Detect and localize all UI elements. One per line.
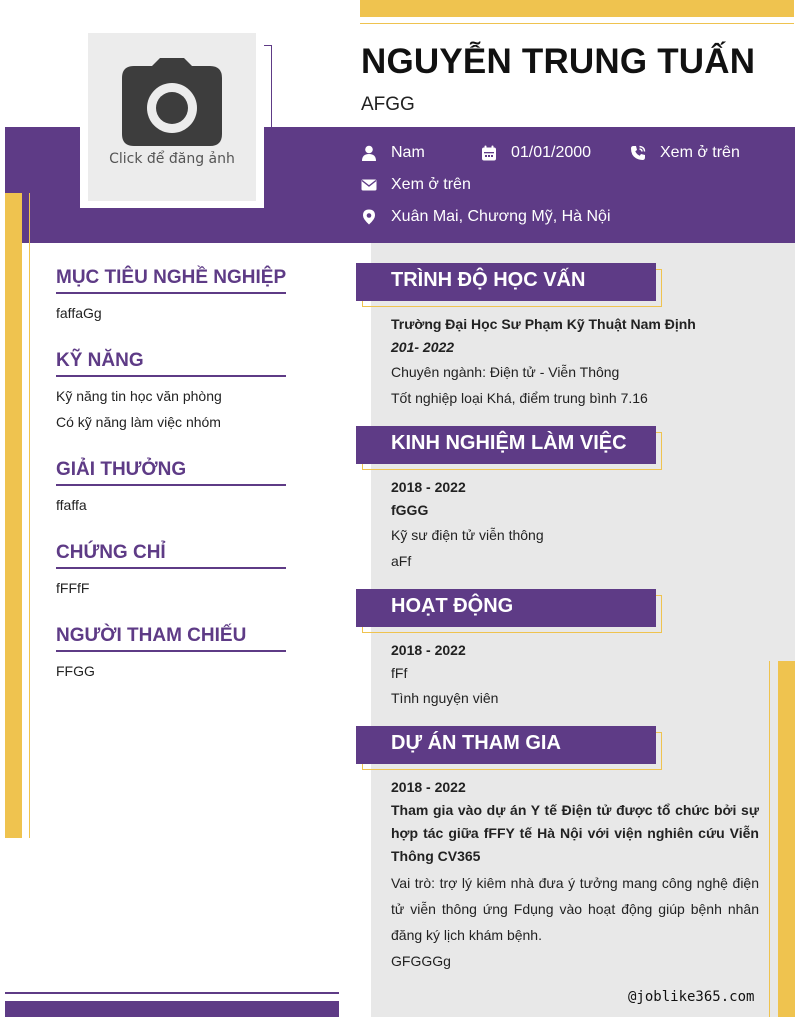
contact-address <box>361 208 611 226</box>
calendar-icon <box>481 145 497 161</box>
bottom-accent-bar <box>5 1001 339 1017</box>
objective-heading: MỤC TIÊU NGHỀ NGHIỆP <box>56 267 286 294</box>
bottom-accent-line <box>5 992 339 994</box>
projects-heading <box>356 726 656 764</box>
gender-value: Nam <box>391 144 425 161</box>
camera-icon <box>122 58 222 146</box>
awards-heading: GIẢI THƯỞNG <box>56 459 286 486</box>
experience-heading <box>356 426 656 464</box>
projects-block <box>391 776 759 974</box>
objective-text: faffaGg <box>56 305 102 321</box>
experience-block <box>391 476 759 574</box>
address-value: Xuân Mai, Chương Mỹ, Hà Nội <box>391 208 611 225</box>
right-accent-bar <box>778 661 795 1017</box>
map-pin-icon <box>361 209 377 225</box>
envelope-icon <box>361 177 377 193</box>
activities-period: 2018 - 2022 <box>391 642 466 658</box>
left-accent-line <box>29 193 30 838</box>
phone-icon <box>630 145 646 161</box>
education-period: 201- 2022 <box>391 339 455 355</box>
certificates-heading: CHỨNG CHỈ <box>56 542 286 569</box>
dob-value: 01/01/2000 <box>511 144 592 161</box>
right-accent-line <box>769 661 770 1017</box>
project-note: GFGGGg <box>391 953 451 969</box>
phone-value: Xem ở trên <box>660 144 740 161</box>
activities-block <box>391 639 759 711</box>
activities-role: Tình nguyện viên <box>391 690 499 706</box>
left-accent-bar <box>5 193 22 838</box>
photo-caption: Click để đăng ảnh <box>109 151 235 167</box>
education-block <box>391 313 759 411</box>
experience-title: KINH NGHIỆM LÀM VIỆC <box>391 432 627 454</box>
contact-phone <box>630 144 740 162</box>
school-name: Trường Đại Học Sư Phạm Kỹ Thuật Nam Định <box>391 316 696 332</box>
activities-org: fFf <box>391 665 408 681</box>
user-icon <box>361 145 377 161</box>
experience-period: 2018 - 2022 <box>391 479 466 495</box>
activities-title: HOẠT ĐỘNG <box>391 595 514 617</box>
certificates-text: fFFfF <box>56 580 90 596</box>
skill-item: Có kỹ năng làm việc nhóm <box>56 414 221 430</box>
contact-dob <box>481 144 591 162</box>
top-accent-bar <box>360 0 794 17</box>
education-title: TRÌNH ĐỘ HỌC VẤN <box>391 269 586 291</box>
education-major: Chuyên ngành: Điện tử - Viễn Thông <box>391 364 620 380</box>
skill-item: Kỹ năng tin học văn phòng <box>56 388 222 404</box>
skills-heading: KỸ NĂNG <box>56 350 286 377</box>
education-heading <box>356 263 656 301</box>
projects-period: 2018 - 2022 <box>391 779 466 795</box>
top-accent-line <box>360 23 794 24</box>
email-value: Xem ở trên <box>391 176 471 193</box>
experience-company: fGGG <box>391 502 429 518</box>
project-name: Tham gia vào dự án Y tế Điện tử được tổ chức bởi sự hợp tác giữa fFFY tế Hà Nội với viện nghiên cứu Viễn Thông CV365 <box>391 802 759 864</box>
photo-upload[interactable] <box>88 33 256 201</box>
contact-email <box>361 176 471 194</box>
references-text: FFGG <box>56 663 95 679</box>
candidate-name: NGUYỄN TRUNG TUẤN <box>361 42 756 81</box>
projects-title: DỰ ÁN THAM GIA <box>391 732 561 754</box>
experience-desc: aFf <box>391 553 412 569</box>
experience-role: Kỹ sư điện tử viễn thông <box>391 527 544 543</box>
references-heading: NGƯỜI THAM CHIẾU <box>56 625 286 652</box>
activities-heading <box>356 589 656 627</box>
awards-text: ffaffa <box>56 497 87 513</box>
applied-position: AFGG <box>361 94 415 115</box>
education-result: Tốt nghiệp loại Khá, điểm trung bình 7.16 <box>391 390 648 406</box>
project-role: Vai trò: trợ lý kiêm nhà đưa ý tưởng mang công nghệ điện tử viễn thông ứng Fdụng vào hoạt động giúp bệnh nhân đăng ký lịch khám bệnh. <box>391 875 759 943</box>
contact-gender <box>361 144 425 162</box>
watermark: @joblike365.com <box>628 989 755 1005</box>
